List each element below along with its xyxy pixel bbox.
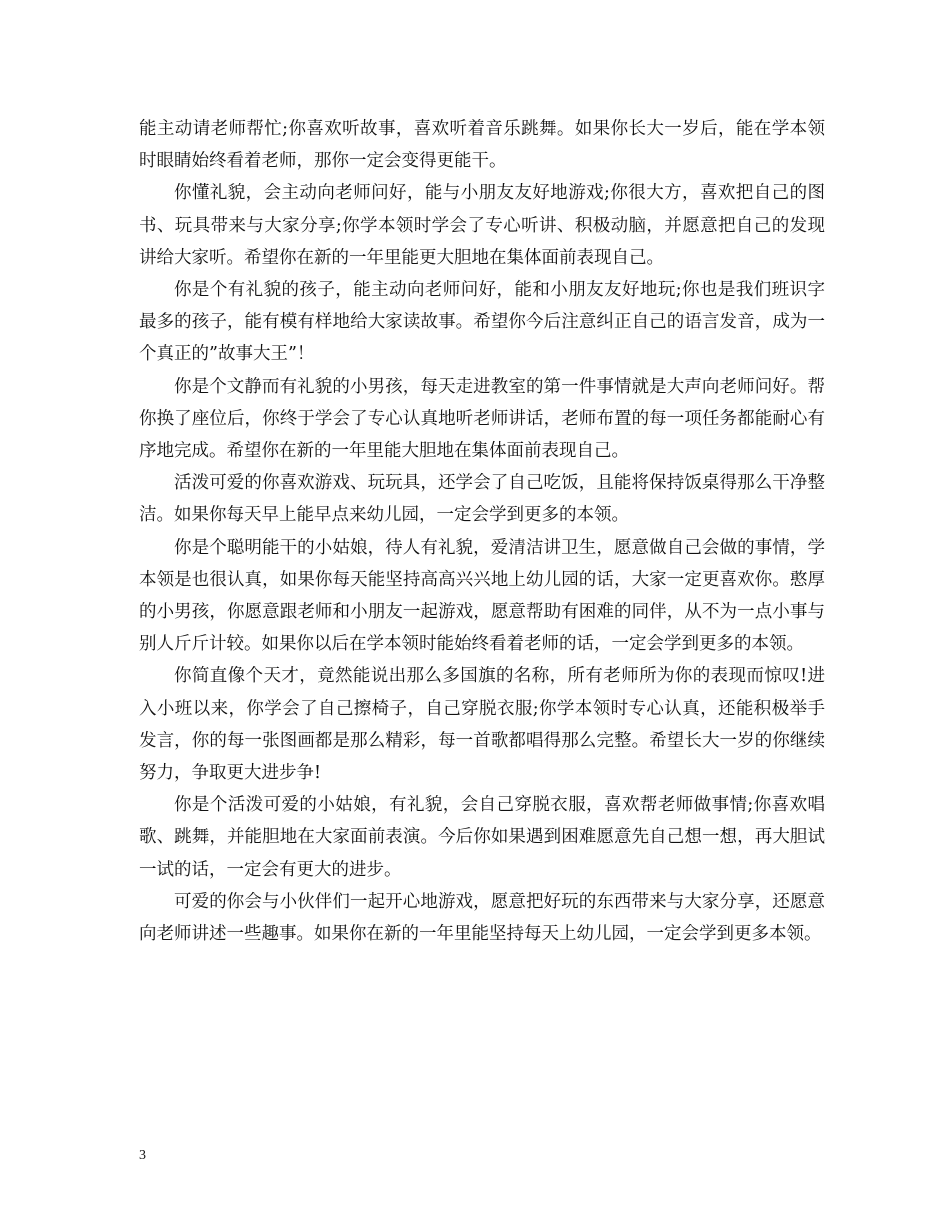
paragraph: 你是个文静而有礼貌的小男孩，每天走进教室的第一件事情就是大声向老师问好。帮你换了座位后，你终于学会了专心认真地听老师讲话，老师布置的每一项任务都能耐心有序地完成。希望你在新的一年里能大胆地在集体面前表现自己。	[139, 376, 825, 462]
page-number: 3	[139, 1148, 146, 1163]
paragraph: 你简直像个天才，竟然能说出那么多国旗的名称，所有老师所为你的表现而惊叹!进入小班以来，你学会了自己擦椅子，自己穿脱衣服;你学本领时专心认真，还能积极举手发言，你的每一张图画都是那么精彩，每一首歌都唱得那么完整。希望长大一岁的你继续努力，争取更大进步争!	[139, 666, 825, 784]
body-text	[139, 113, 825, 950]
paragraph: 你懂礼貌，会主动向老师问好，能与小朋友友好地游戏;你很大方，喜欢把自己的图书、玩具带来与大家分享;你学本领时学会了专心听讲、积极动脑，并愿意把自己的发现讲给大家听。希望你在新的一年里能更大胆地在集体面前表现自己。	[139, 183, 825, 268]
paragraph: 你是个活泼可爱的小姑娘，有礼貌，会自己穿脱衣服，喜欢帮老师做事情;你喜欢唱歌、跳舞，并能胆地在大家面前表演。今后你如果遇到困难愿意先自己想一想，再大胆试一试的话，一定会有更大的进步。	[139, 795, 825, 880]
paragraph: 你是个聪明能干的小姑娘，待人有礼貌，爱清洁讲卫生，愿意做自己会做的事情，学本领是也很认真，如果你每天能坚持高高兴兴地上幼儿园的话，大家一定更喜欢你。憨厚的小男孩，你愿意跟老师和小朋友一起游戏，愿意帮助有困难的同伴，从不为一点小事与别人斤斤计较。如果你以后在学本领时能始终看着老师的话，一定会学到更多的本领。	[139, 537, 825, 655]
paragraph: 活泼可爱的你喜欢游戏、玩玩具，还学会了自己吃饭，且能将保持饭桌得那么干净整洁。如果你每天早上能早点来幼儿园，一定会学到更多的本领。	[139, 473, 825, 526]
paragraph: 可爱的你会与小伙伴们一起开心地游戏，愿意把好玩的东西带来与大家分享，还愿意向老师讲述一些趣事。如果你在新的一年里能坚持每天上幼儿园，一定会学到更多本领。	[139, 891, 825, 945]
paragraph-continued: 能主动请老师帮忙;你喜欢听故事，喜欢听着音乐跳舞。如果你长大一岁后，能在学本领时眼睛始终看着老师，那你一定会变得更能干。	[139, 119, 825, 172]
paragraph: 你是个有礼貌的孩子，能主动向老师问好，能和小朋友友好地玩;你也是我们班识字最多的孩子，能有模有样地给大家读故事。希望你今后注意纠正自己的语言发音，成为一个真正的”故事大王”！	[139, 280, 825, 365]
